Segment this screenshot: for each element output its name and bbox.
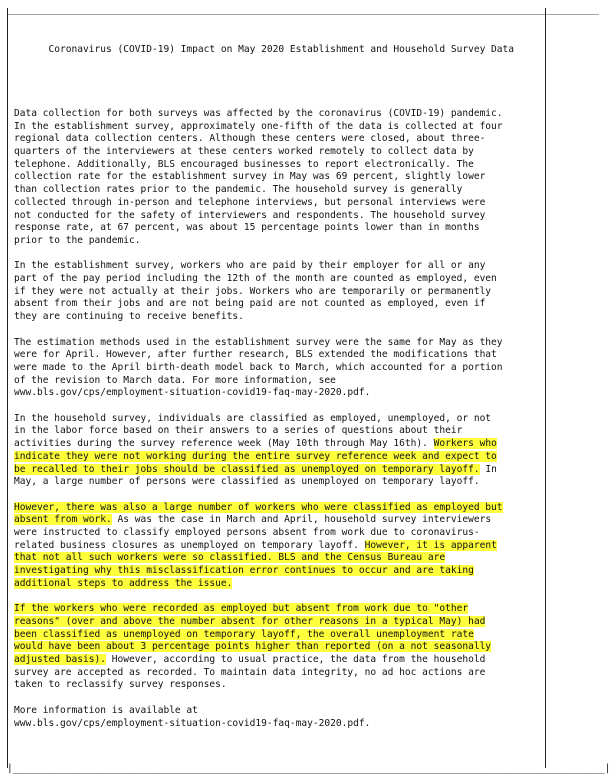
paragraph xyxy=(14,413,542,489)
paragraph xyxy=(14,603,542,692)
top-border-rule: _______________________________________________________________________________________________________ xyxy=(7,4,600,15)
paragraph-text: In the establishment survey, workers who are paid by their employer for all or any part of the pay period including the 12th of the month are counted as employed, even if they were not actually at their jobs. Workers who are temporarily or permanently absent from their jobs and are not being paid are not counted as employed, even if they are continuing to receive benefits. xyxy=(14,260,497,323)
paragraph-text: As was the case in March and April, household survey interviewers were instructed to classify employed persons absent from work due to coronavirus- related business closures as unemployed on temporary layoff. xyxy=(14,514,492,551)
paragraph-text: However, according to usual practice, the data from the household survey are accepted as recorded. To maintain data integrity, no ad hoc actions are taken to reclassify survey responses. xyxy=(14,654,486,691)
paragraph-text: Data collection for both surveys was affected by the coronavirus (COVID-19) pandemic. In the establishment survey, approximately one-fifth of the data is collected at four regional data collection centers. Although these centers were closed, about three- quarters of the interviewers at these centers worked remotely to collect data by telephone. Additionally, BLS encouraged businesses to report electronically. The collection rate for the establishment survey in May was 69 percent, slightly lower than collection rates prior to the pandemic. The household survey is generally collected through in-person and telephone interviews, but personal interviews were not conducted for the safety of interviewers and respondents. The household survey response rate, at 67 percent, was about 15 percentage points lower than in months prior to the pandemic. xyxy=(14,107,503,246)
paragraph-text: More information is available at www.bls.gov/cps/employment-situation-covid19-faq-may-2020.pdf. xyxy=(14,704,371,729)
paragraph-gap xyxy=(14,489,542,502)
highlighted-text: If the workers who were recorded as employed but absent from work due to "other reasons" (over and above the number absent for other reasons in a typical May) had been classified as unemployed on temporary layoff, the overall unemployment rate would have been about 3 percentage points higher than reported (on a not seasonally adjusted basis). xyxy=(14,603,492,666)
highlighted-text: However, it is apparent that not all such workers were so classified. BLS and the Census Bureau are investigating why this misclassification error continues to occur and are taking additional steps to address the issue. xyxy=(14,539,497,589)
right-border-rule xyxy=(545,8,546,768)
paragraph xyxy=(14,108,542,248)
left-border-rule xyxy=(7,8,8,768)
paragraph-gap xyxy=(14,83,542,108)
paragraph-gap xyxy=(14,248,542,261)
paragraph-gap xyxy=(14,324,542,337)
paragraph-gap xyxy=(14,400,542,413)
paragraph xyxy=(14,337,542,401)
paragraph-list xyxy=(14,83,542,731)
bottom-border-rule: |_______________________________________________________________________________________________________| xyxy=(7,763,611,774)
paragraph-text: In May, a large number of persons were classified as unemployed on temporary layoff. xyxy=(14,463,497,488)
document-title: Coronavirus (COVID-19) Impact on May 2020 Establishment and Household Survey Data xyxy=(14,44,515,56)
document-body xyxy=(14,19,542,756)
highlighted-text: However, there was also a large number of workers who were classified as employed but absent from work. xyxy=(14,501,503,526)
highlighted-text: Workers who indicate they were not working during the entire survey reference week and expect to be recalled to their jobs should be classified as unemployed on temporary layoff. xyxy=(14,438,497,475)
paragraph xyxy=(14,260,542,324)
paragraph xyxy=(14,705,542,730)
paragraph-text: In the household survey, individuals are classified as employed, unemployed, or not in the labor force based on their answers to a series of questions about their activities during the survey reference week (May 10th through May 16th). xyxy=(14,412,492,450)
paragraph-text: The estimation methods used in the establishment survey were the same for May as they were for April. However, after further research, BLS extended the modifications that were made to the April birth-death model back to March, which accounted for a portion of the revision to March data. For more information, see www.bls.gov/cps/employment-situation-covid19-faq-may-2020.pdf. xyxy=(14,336,503,399)
paragraph xyxy=(14,502,542,591)
paragraph-gap xyxy=(14,591,542,604)
paragraph-gap xyxy=(14,692,542,705)
